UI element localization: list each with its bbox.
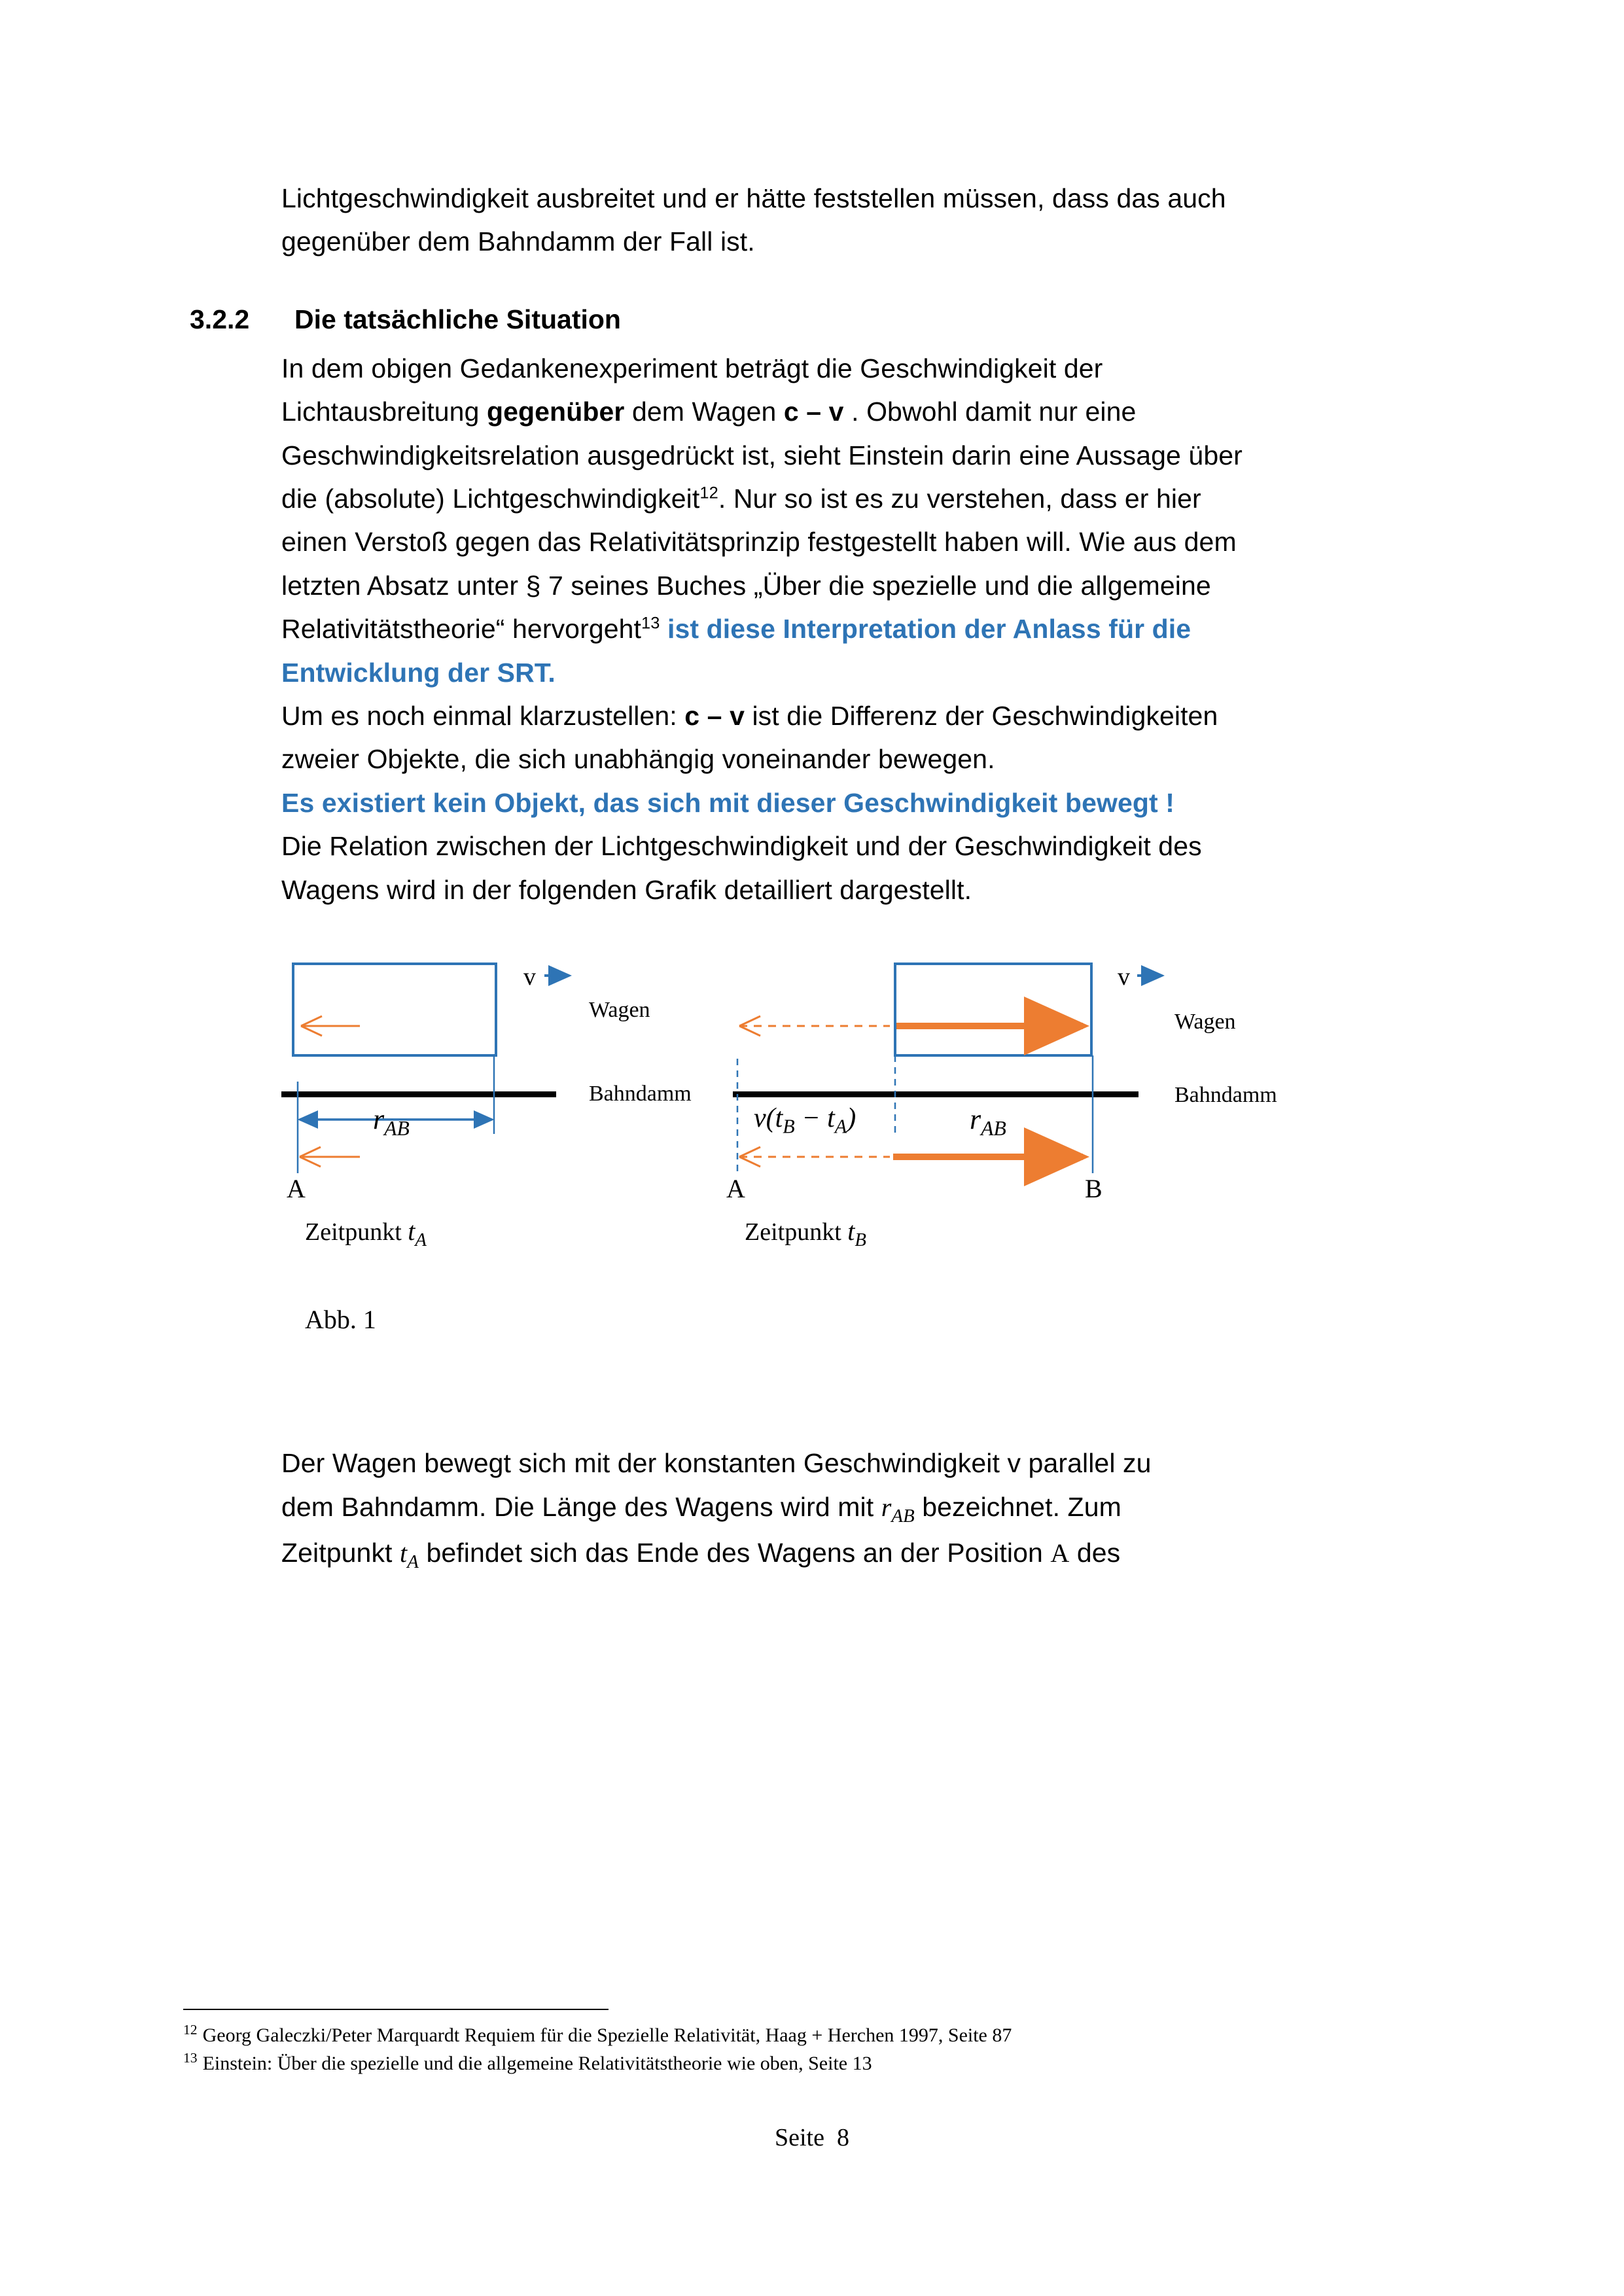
footnote-12 [183,2022,1459,2050]
label-v-delta-t: $v(t_B - t_A)$ [754,1103,856,1138]
inline-t-a: $t_A$ [400,1538,419,1573]
line-s1d-post: . Nur so ist es zu verstehen, dass er hier [718,484,1201,514]
line-s1a: In dem obigen Gedankenexperiment beträgt die Geschwindigkeit der [281,353,1103,383]
emph-c-minus-v-1: c – v [783,397,844,427]
emph-c-minus-v-2: c – v [684,701,745,732]
line-s1b-post: . Obwohl damit nur eine [843,397,1137,427]
line-a3-post: des [1069,1538,1121,1568]
page-footer-number: 8 [836,2124,849,2151]
page-footer [0,2123,1624,2152]
paragraph-after-figure [281,1441,1459,1578]
label-bahndamm-left: Bahndamm [589,1082,692,1106]
label-point-b-right: B [1085,1174,1103,1204]
highlight-blue-1b: Entwicklung der SRT. [281,657,556,688]
line-a3-mid: befindet sich das Ende des Wagens an der Position [418,1538,1051,1568]
highlight-blue-1a: ist diese Interpretation der Anlass für die [660,614,1192,645]
line-s4a: Die Relation zwischen der Lichtgeschwindigkeit und der Geschwindigkeit des [281,831,1202,862]
footnote-13-marker: 13 [183,2049,198,2066]
paragraph-opening-line-2: gegenüber dem Bahndamm der Fall ist. [281,226,755,257]
inline-point-a: A [1050,1538,1070,1568]
highlight-blue-2: Es existiert kein Objekt, das sich mit dieser Geschwindigkeit bewegt ! [281,787,1175,818]
line-a1-v: v [1007,1448,1021,1479]
paragraph-opening-line-1: Lichtgeschwindigkeit ausbreitet und er hätte feststellen müssen, dass das auch [281,183,1226,213]
footnote-ref-13[interactable]: 13 [641,614,660,633]
paragraph-opening [281,177,1459,264]
line-s1b-mid: dem Wagen [624,397,784,427]
label-wagen-right: Wagen [1174,1010,1236,1034]
label-point-a-right: A [726,1174,745,1204]
line-a1-post: parallel zu [1021,1448,1152,1479]
emph-gegenueber: gegenüber [486,397,625,427]
page-footer-label: Seite [775,2124,824,2151]
section-heading-title: Die tatsächliche Situation [294,304,621,334]
label-r-ab-right: $r_{AB}$ [970,1103,1006,1140]
label-zeitpunkt-right: Zeitpunkt $t_B$ [745,1216,866,1251]
label-zeitpunkt-left: Zeitpunkt $t_A$ [305,1216,427,1251]
inline-r-ab: $r_{AB}$ [881,1492,915,1527]
footnote-13-text: Einstein: Über die spezielle und die allgemeine Relativitätstheorie wie oben, Seite 13 [202,2052,872,2074]
line-s2a-post: ist die Differenz der Geschwindigkeiten [744,701,1218,732]
line-s1c: Geschwindigkeitsrelation ausgedrückt ist, sieht Einstein darin eine Aussage über [281,440,1243,470]
line-a2-post: bezeichnet. Zum [914,1491,1121,1522]
line-s2a-pre: Um es noch einmal klarzustellen: [281,701,685,732]
line-a3-pre: Zeitpunkt [281,1538,400,1568]
footnote-ref-12[interactable]: 12 [699,484,718,503]
figure-abb-1 [281,957,1459,1402]
section-heading-number: 3.2.2 [190,304,250,334]
label-wagen-left: Wagen [589,998,650,1023]
label-v-right: v [1118,963,1130,991]
line-s1d-pre: die (absolute) Lichtgeschwindigkeit [281,484,700,514]
line-s1b-pre: Lichtausbreitung [281,397,487,427]
footnote-area [183,2009,1459,2077]
label-bahndamm-right: Bahndamm [1174,1083,1277,1108]
line-s1f: letzten Absatz unter § 7 seines Buches „Über die spezielle und die allgemeine [281,570,1211,601]
line-s1e: einen Verstoß gegen das Relativitätsprinzip festgestellt haben will. Wie aus dem [281,527,1237,557]
line-s4b: Wagens wird in der folgenden Grafik detailliert dargestellt. [281,874,972,905]
section-heading [190,304,1459,335]
document-body [190,177,1459,1578]
paragraph-section-main [281,347,1459,911]
figure-caption: Abb. 1 [305,1305,376,1335]
line-s1g-pre: Relativitätstheorie“ hervorgeht [281,614,642,645]
footnote-12-marker: 12 [183,2022,198,2038]
figure-svg [281,957,1459,1376]
line-a2-pre: dem Bahndamm. Die Länge des Wagens wird mit [281,1491,881,1522]
footnote-13 [183,2050,1459,2078]
line-s2b: zweier Objekte, die sich unabhängig voneinander bewegen. [281,744,995,775]
label-v-left: v [523,963,536,991]
label-r-ab-left: $r_{AB}$ [373,1103,410,1140]
footnote-12-text: Georg Galeczki/Peter Marquardt Requiem für die Spezielle Relativität, Haag + Herchen 1997, Seite 87 [202,2024,1012,2046]
label-point-a-left: A [287,1174,306,1204]
line-a1-pre: Der Wagen bewegt sich mit der konstanten Geschwindigkeit [281,1448,1008,1479]
footnote-separator [183,2009,609,2010]
